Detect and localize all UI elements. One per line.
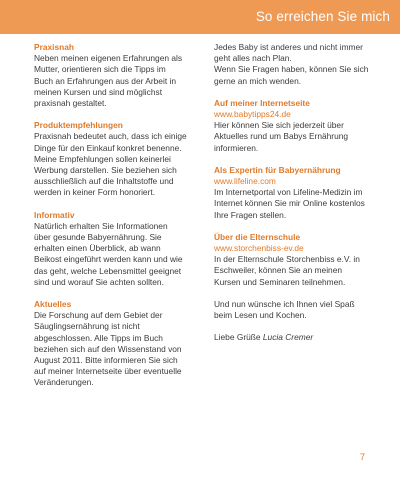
section-heading: Als Expertin für Babyernährung (214, 164, 341, 175)
section-informativ (34, 210, 196, 288)
section-expertin (214, 165, 386, 221)
closing-text: Und nun wünsche ich Ihnen viel Spaß beim Lesen und Kochen. (214, 298, 355, 321)
signoff-line (214, 332, 386, 343)
section-heading: Praxisnah (34, 42, 75, 52)
page-number: 7 (359, 452, 365, 462)
section-praxisnah (34, 42, 196, 109)
section-heading: Aktuelles (34, 299, 72, 310)
header-band (0, 0, 400, 34)
section-text: Natürlich erhalten Sie Informationen über gesunde Babyernährung. Sie erhalten einen Überblick, ab wann Beikost eingeführt werden kann und wie das geht, welche Lebensmittel geeignet sind und worauf Sie achten sollten. (34, 220, 183, 287)
section-internetseite (214, 98, 386, 154)
signature-name: Lucia Cremer (262, 332, 314, 343)
page-title: So erreichen Sie mich (255, 9, 390, 24)
section-heading: Über die Elternschule (214, 231, 301, 242)
section-heading: Auf meiner Internetseite (214, 97, 310, 108)
section-text: Im Internetportal von Lifeline-Medizin im Internet können Sie mir Online kostenlos Ihre Fragen stellen. (214, 187, 365, 220)
section-produktempfehlungen (34, 120, 196, 198)
intro-text: Jedes Baby ist anderes und nicht immer geht alles nach Plan. Wenn Sie Fragen haben, können Sie sich gerne an mich wenden. (214, 42, 369, 86)
section-text: In der Elternschule Storchenbiss e.V. in Eschweiler, können Sie an meinen Kursen und Seminaren teilnehmen. (214, 254, 360, 287)
website-link[interactable]: www.lifeline.com (214, 176, 276, 187)
section-heading: Informativ (34, 209, 75, 220)
website-link[interactable]: www.storchenbiss-ev.de (214, 243, 304, 254)
left-column (34, 42, 196, 400)
section-text: Neben meinen eigenen Erfahrungen als Mutter, orientieren sich die Tipps im Buch an Erfahrungen aus der Arbeit in meinen Kursen und sind möglichst praxisnah gestaltet. (34, 53, 183, 109)
website-link[interactable]: www.babytipps24.de (214, 109, 291, 120)
section-aktuelles (34, 299, 196, 389)
right-column (214, 42, 386, 343)
section-text: Praxisnah bedeutet auch, dass ich einige Dinge für den Einkauf konkret benenne. Meine Empfehlungen sollen keinerlei Werbung darstellen. Sie beziehen sich ausschließlich auf die Inhaltstoffe und werden in keiner Form honoriert. (34, 131, 187, 198)
signoff-text: Liebe Grüße (214, 332, 261, 343)
section-heading: Produktempfehlungen (34, 120, 123, 131)
section-text: Die Forschung auf dem Gebiet der Säuglingsernährung ist nicht abgeschlossen. Alle Tipps im Buch beziehen sich auf den Wissenstand von August 2011. Bitte informieren Sie sich auf meiner Internetseite über eventuelle Veränderungen. (34, 310, 182, 388)
section-elternschule (214, 232, 386, 288)
section-text: Hier können Sie sich jederzeit über Aktuelles rund um Babys Ernährung informieren. (214, 120, 349, 153)
